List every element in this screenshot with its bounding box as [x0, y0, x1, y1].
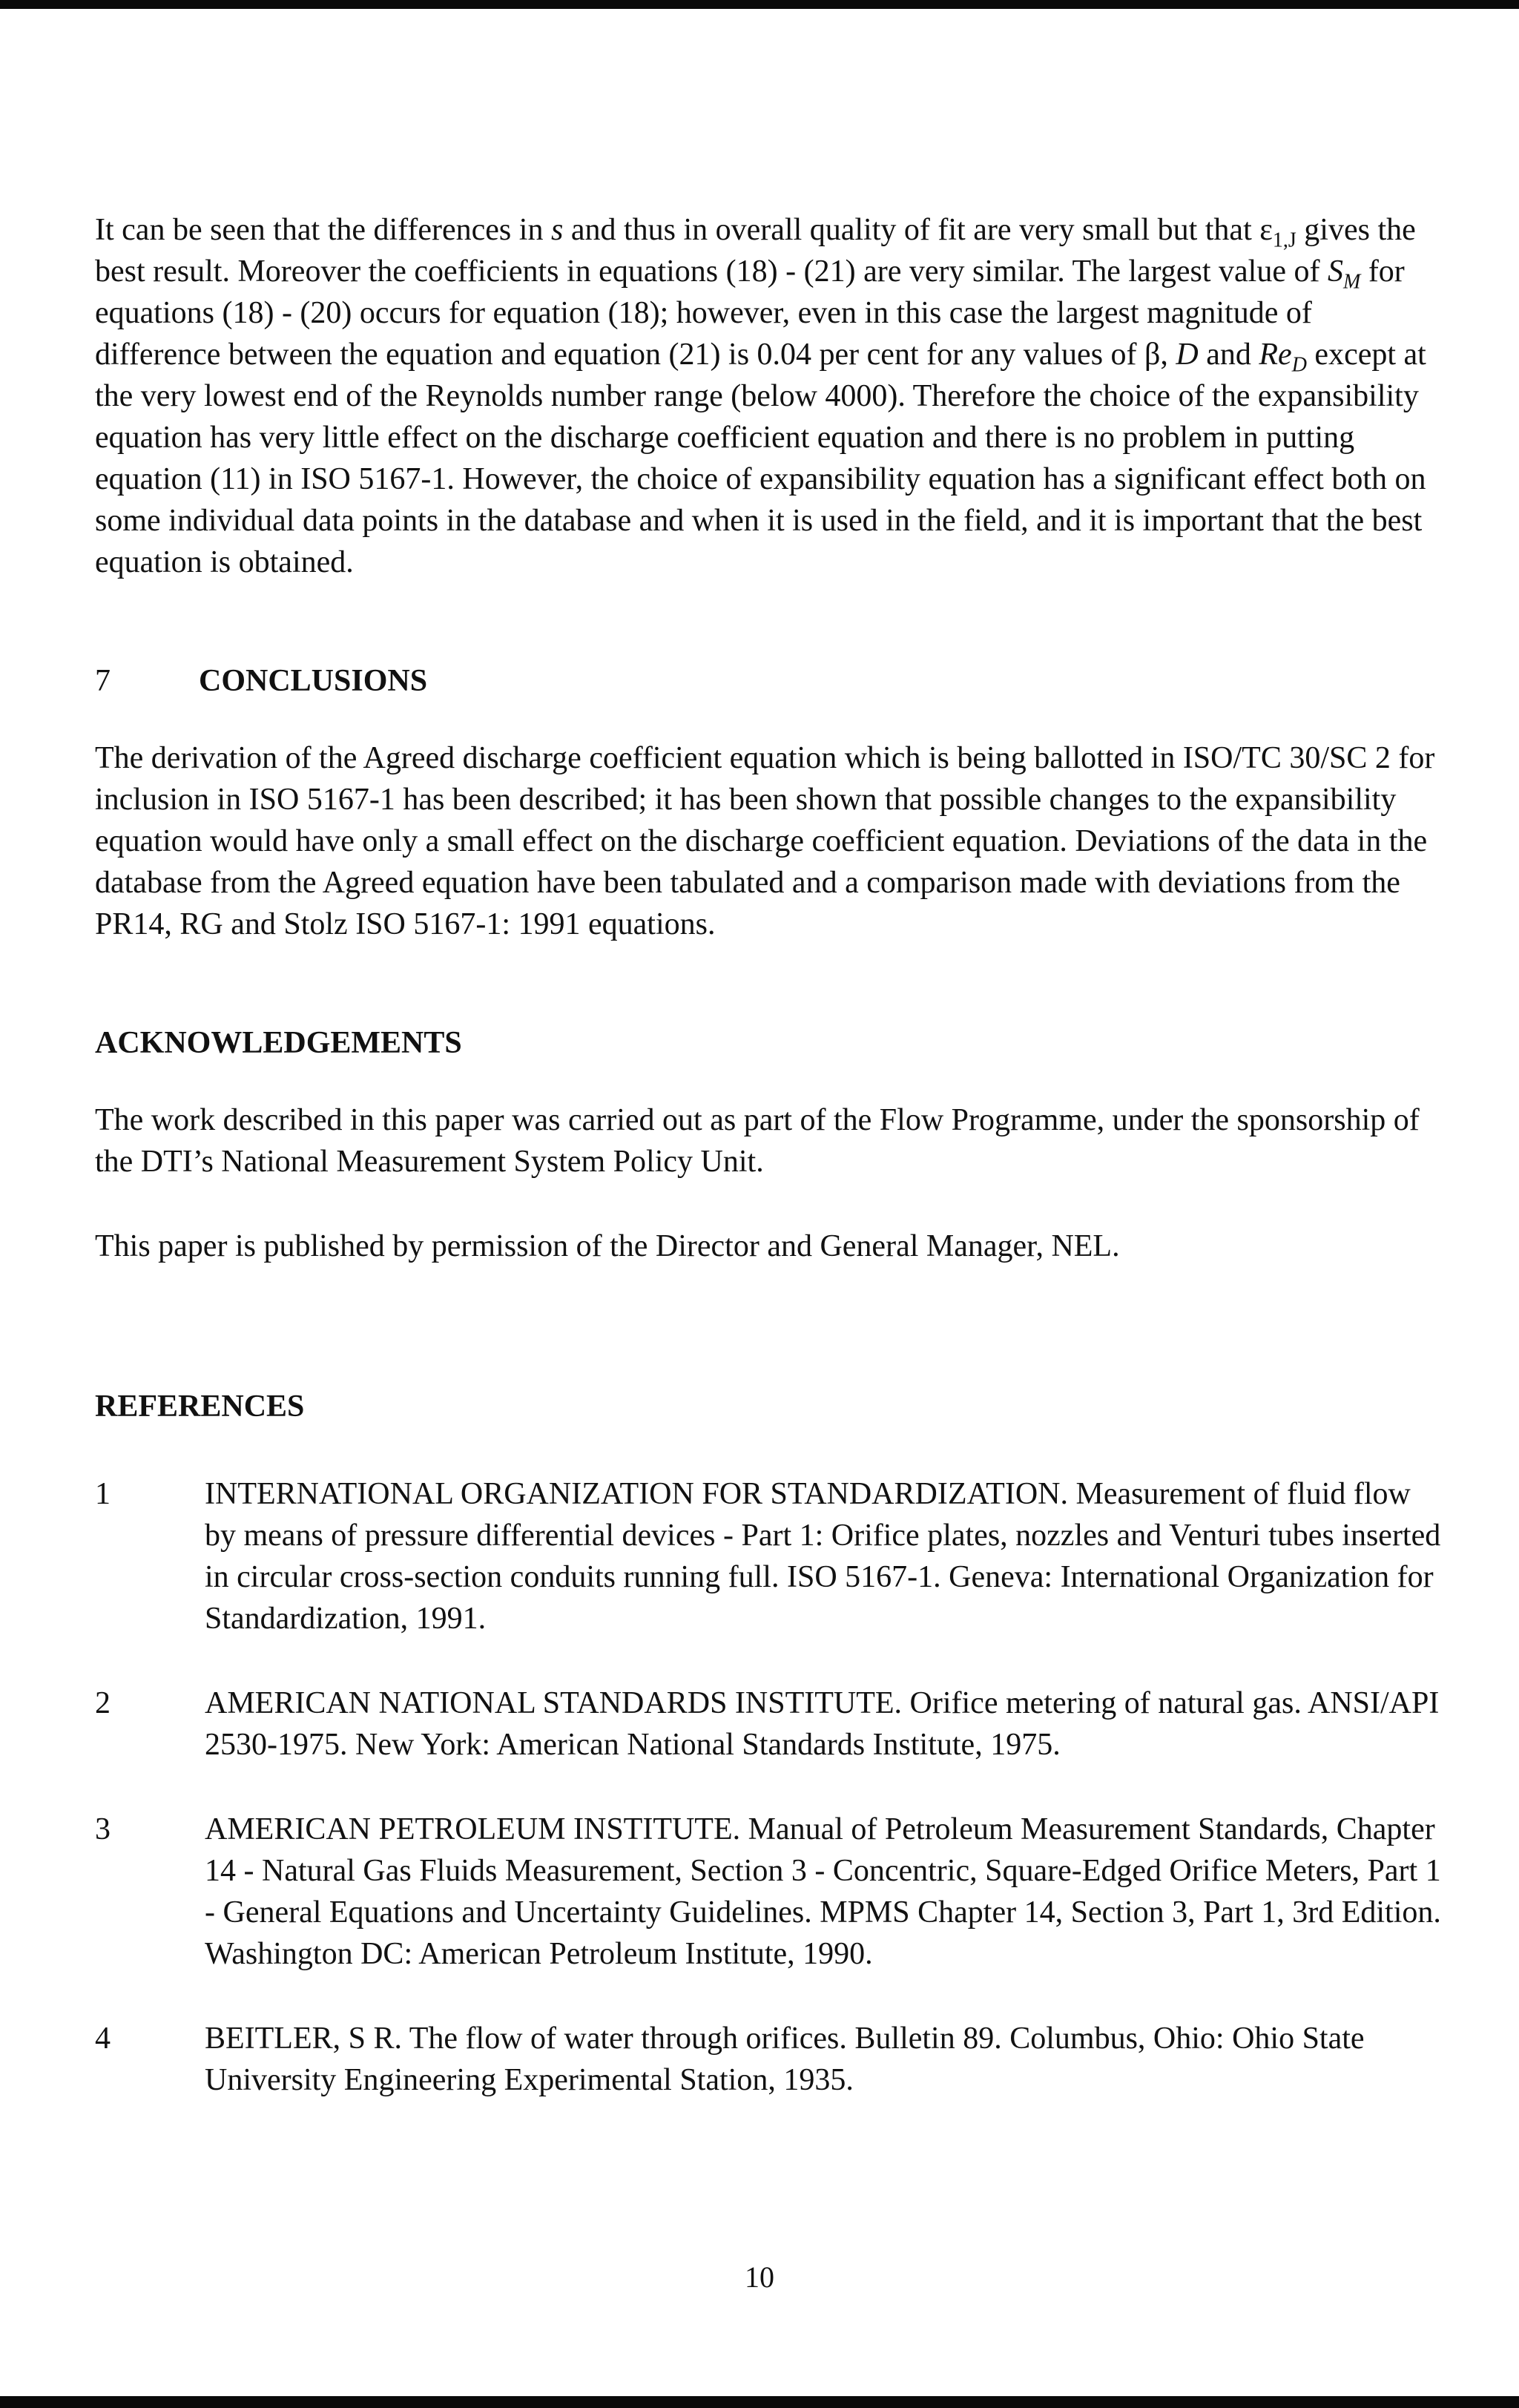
- reference-text: AMERICAN NATIONAL STANDARDS INSTITUTE. Orifice metering of natural gas. ANSI/API 2530-1975. New York: American National Standards Institute, 1975.: [205, 1686, 1440, 1762]
- page-number: 10: [745, 2260, 774, 2294]
- reference-number: 2: [95, 1686, 111, 1720]
- acknowledgements-text: The work described in this paper was carried out as part of the Flow Programme, under the sponsorship of the DTI’s National Measurement System Policy Unit.: [95, 1103, 1420, 1179]
- conclusions-text: The derivation of the Agreed discharge coefficient equation which is being ballotted in ISO/TC 30/SC 2 for inclusion in ISO 5167-1 has been described; it has been shown that possible changes to the expansibility equation would have only a small effect on the discharge coefficient equation. Deviations of the data in the database from the Agreed equation have been tabulated and a comparison made with deviations from the PR14, RG and Stolz ISO 5167-1: 1991 equations.: [95, 741, 1435, 941]
- symbol-d: D: [1176, 338, 1199, 372]
- document-page: [95, 209, 1441, 2144]
- permission-text: This paper is published by permission of the Director and General Manager, NEL.: [95, 1229, 1120, 1263]
- reference-item: [95, 2018, 1441, 2101]
- symbol-s: s: [550, 213, 564, 247]
- reference-number: 4: [95, 2022, 111, 2056]
- body-paragraph: It can be seen that the differences in s and thus in overall quality of fit are very small but that $\varepsilon_{1,J}$ gives the best result. Moreover the coefficients in equations (18) - (21) are very similar. The largest value of $S_M$ for equations (18) - (20) occurs for equation (18); however, even in this case the largest magnitude of difference between the equation and equation (21) is 0.04 per cent for any values of β, D and $Re_D$ except at the very lowest end of the Reynolds number range (below 4000). Therefore the choice of the expansibility equation has very little effect on the discharge coefficient equation and there is no problem in putting equation (11) in ISO 5167-1. However, the choice of expansibility equation has a significant effect both on some individual data points in the database and when it is used in the field, and it is important that the best equation is obtained.: [95, 213, 1426, 579]
- reference-item: [95, 1809, 1441, 1975]
- reference-text: BEITLER, S R. The flow of water through orifices. Bulletin 89. Columbus, Ohio: Ohio State University Engineering Experimental Station, 1935.: [205, 2022, 1365, 2097]
- symbol-epsilon: $\varepsilon_{1,J}$: [1259, 213, 1296, 252]
- conclusions-heading: [95, 660, 1441, 702]
- section-title: CONCLUSIONS: [199, 664, 428, 698]
- symbol-sm: $S_M$: [1327, 254, 1361, 294]
- reference-item: [95, 1682, 1441, 1766]
- scan-top-border: [0, 0, 1519, 9]
- reference-text: AMERICAN PETROLEUM INSTITUTE. Manual of Petroleum Measurement Standards, Chapter 14 - Natural Gas Fluids Measurement, Section 3 - Concentric, Square-Edged Orifice Meters, Part 1 - General Equations and Uncertainty Guidelines. MPMS Chapter 14, Section 3, Part 1, 3rd Edition. Washington DC: American Petroleum Institute, 1990.: [205, 1812, 1441, 1971]
- reference-number: 1: [95, 1477, 111, 1511]
- reference-item: [95, 1473, 1441, 1639]
- scan-bottom-border: [0, 2396, 1519, 2408]
- section-number: 7: [95, 664, 111, 698]
- section-title: REFERENCES: [95, 1389, 305, 1424]
- acknowledgements-heading: [95, 1022, 1441, 1064]
- section-title: ACKNOWLEDGEMENTS: [95, 1026, 462, 1060]
- reference-number: 3: [95, 1812, 111, 1846]
- reference-text: INTERNATIONAL ORGANIZATION FOR STANDARDIZATION. Measurement of fluid flow by means of pressure differential devices - Part 1: Orifice plates, nozzles and Venturi tubes inserted in circular cross-section conduits running full. ISO 5167-1. Geneva: International Organization for Standardization, 1991.: [205, 1477, 1441, 1636]
- references-list: [95, 1473, 1441, 2101]
- symbol-re: $Re_D$: [1259, 338, 1307, 377]
- references-heading: [95, 1386, 1441, 1427]
